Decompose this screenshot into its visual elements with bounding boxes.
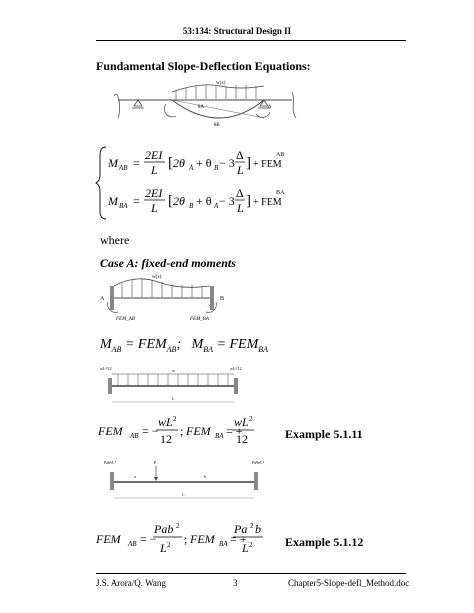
svg-text:Δ: Δ — [236, 148, 244, 162]
svg-text:2: 2 — [250, 522, 254, 530]
svg-text:L: L — [151, 201, 158, 215]
load-label: w(x) — [152, 275, 162, 280]
slope-deflection-equations — [96, 143, 282, 223]
svg-text:+ θ: + θ — [196, 194, 212, 208]
svg-text:2: 2 — [249, 541, 253, 549]
svg-text:L: L — [237, 163, 244, 177]
svg-text:= −: = − — [142, 424, 159, 438]
header-divider — [96, 40, 406, 41]
case-a-equation: $M_{AB} = FEM_{AB}$; $M_{BA} = FEM_{BA}$ — [100, 337, 269, 354]
beam-deflection-figure — [110, 78, 300, 140]
fem-ab-label: FEM_AB — [116, 317, 135, 322]
svg-text:FEM: FEM — [96, 532, 121, 546]
svg-text:=: = — [133, 156, 140, 170]
svg-text:+ FEM: + FEM — [253, 159, 282, 170]
page-header: 53:134: Structural Design II — [182, 26, 292, 36]
w-label: w — [172, 368, 175, 373]
svg-text:+ θ: + θ — [196, 156, 212, 170]
right-moment-label: Pa²b/L² — [252, 460, 264, 465]
load-label: w(x) — [216, 81, 226, 86]
svg-text:;: ; — [184, 532, 188, 546]
svg-text:− 3: − 3 — [219, 156, 235, 170]
end-b-label: B — [220, 296, 225, 302]
svg-text:BA: BA — [219, 540, 228, 548]
a-label: a — [134, 474, 136, 479]
svg-text:= +: = + — [230, 532, 247, 546]
where-label: where — [100, 233, 130, 247]
svg-text:[: [ — [168, 193, 173, 209]
svg-text:]: ] — [246, 155, 251, 171]
svg-text:2: 2 — [249, 415, 253, 423]
fixed-end-moment-figure — [96, 272, 236, 332]
theta-b-label: θB — [214, 123, 220, 128]
svg-text:FEM: FEM — [190, 532, 215, 546]
svg-text:M: M — [108, 194, 118, 208]
svg-text:2θ: 2θ — [173, 194, 185, 208]
svg-text:= −: = − — [140, 532, 157, 546]
svg-text:L: L — [242, 541, 249, 555]
svg-text:L: L — [160, 541, 167, 555]
svg-text:FEM: FEM — [98, 424, 123, 438]
svg-text:12: 12 — [236, 432, 248, 446]
svg-text:wL: wL — [158, 415, 173, 429]
svg-text:BA: BA — [119, 202, 128, 210]
svg-text:wL: wL — [234, 415, 249, 429]
span-label: L — [172, 396, 175, 401]
svg-text:[: [ — [168, 155, 173, 171]
theta-a-label: θA — [198, 105, 205, 110]
footer-divider — [96, 573, 406, 574]
svg-text:AB: AB — [128, 540, 137, 548]
case-title: Case A: fixed-end moments — [100, 256, 236, 270]
svg-text:AB: AB — [119, 164, 128, 172]
b-label: b — [204, 474, 206, 479]
section-title: Fundamental Slope-Deflection Equations: — [96, 59, 311, 73]
svg-text:Pa: Pa — [234, 522, 248, 536]
uniform-load-figure — [100, 364, 246, 408]
svg-text:L: L — [237, 201, 244, 215]
right-moment-label: wL²/12 — [230, 366, 242, 371]
svg-text:+ FEM: + FEM — [253, 197, 282, 208]
example-ref-1: Example 5.1.11 — [285, 427, 363, 441]
svg-text:;: ; — [180, 424, 184, 438]
svg-text:FEM: FEM — [186, 424, 211, 438]
svg-text:AB: AB — [130, 432, 139, 440]
svg-text:2: 2 — [176, 522, 180, 530]
svg-text:B: B — [189, 202, 194, 210]
page-number: 3 — [233, 578, 238, 588]
point-load-figure — [94, 458, 274, 506]
svg-text:=: = — [133, 194, 140, 208]
footer-filename: Chapter5-Slope-defl_Method.doc — [288, 578, 410, 588]
svg-text:A: A — [189, 164, 194, 172]
svg-text:2: 2 — [167, 541, 171, 549]
p-label: P — [154, 460, 157, 465]
svg-text:2EI: 2EI — [145, 148, 163, 162]
svg-text:Pab: Pab — [154, 522, 174, 536]
end-a-label: A — [100, 296, 105, 302]
svg-text:= +: = + — [226, 424, 243, 438]
svg-text:A: A — [214, 202, 219, 210]
svg-text:B: B — [214, 164, 219, 172]
svg-text:BA: BA — [215, 432, 224, 440]
footer-authors: J.S. Arora/Q. Wang — [96, 578, 166, 588]
svg-text:2: 2 — [173, 415, 177, 423]
example-ref-2: Example 5.1.12 — [285, 535, 364, 549]
svg-text:]: ] — [246, 193, 251, 209]
svg-text:12: 12 — [160, 432, 172, 446]
svg-text:2EI: 2EI — [145, 186, 163, 200]
svg-text:2θ: 2θ — [173, 156, 185, 170]
svg-text:− 3: − 3 — [219, 194, 235, 208]
svg-text:M: M — [108, 156, 118, 170]
svg-text:L: L — [151, 163, 158, 177]
span-label: L — [182, 492, 185, 497]
svg-text:Δ: Δ — [236, 186, 244, 200]
fem-ba-label: FEM_BA — [190, 317, 209, 322]
left-moment-label: Pab²/L² — [104, 460, 116, 465]
left-moment-label: wL²/12 — [100, 366, 112, 371]
delta-label: Δ — [268, 105, 272, 110]
svg-text:b: b — [255, 522, 261, 536]
